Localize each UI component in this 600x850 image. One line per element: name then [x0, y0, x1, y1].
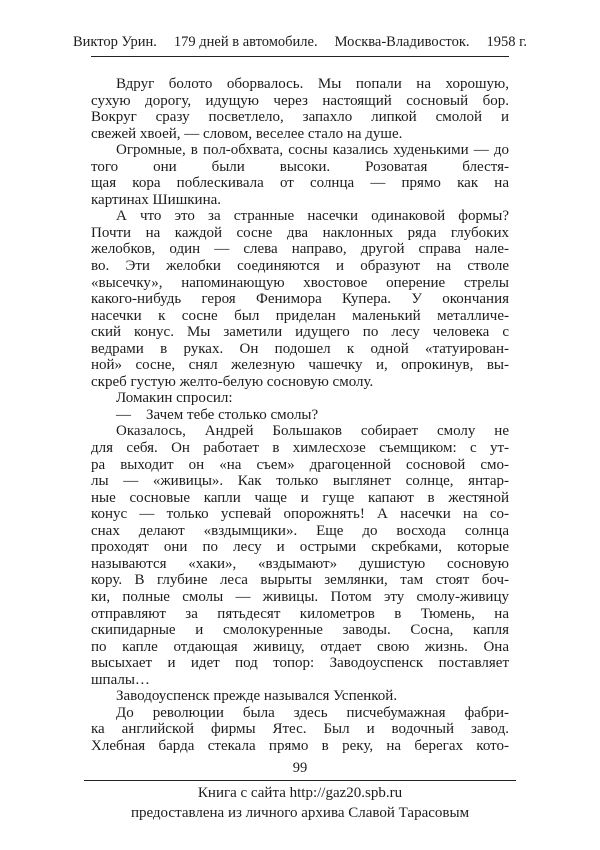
footer-credit-line2: предоставлена из личного архива Славой Тарасовым — [130, 805, 470, 822]
text-line: во. Эти желобки соединяются и образуют на стволе — [91, 258, 509, 275]
text-line: снах делают «вздымщики». Еще до восхода солнца — [91, 522, 509, 539]
text-line: Вдруг болото оборвалось. Мы попали на хорошую, — [116, 76, 509, 92]
text-line: конус — только успевай опорожнять! А насечки на со- — [91, 506, 509, 523]
text-line: проходят они по лесу и острыми скребками, которые — [91, 539, 509, 556]
header-year: 1958 г. — [486, 34, 528, 50]
text-line: ра выходит он «на съем» драгоценной сосновой смо- — [91, 456, 509, 473]
text-line: насечки к сосне был приделан маленький металличе- — [91, 307, 509, 324]
body-text — [91, 76, 509, 754]
text-line: Оказалось, Андрей Большаков собирает смолу не — [116, 423, 509, 440]
text-line: отправляют за пятьдесят километров в Тюмень, на — [91, 605, 509, 622]
text-line: щая кора поблескивала от солнца — прямо как на — [91, 175, 509, 192]
text-line: Заводоуспенск прежде назывался Успенкой. — [116, 688, 398, 705]
header-route: Москва-Владивосток. — [334, 34, 470, 50]
dialogue-line: — Зачем тебе столько смолы? — [116, 406, 319, 423]
page-number: 99 — [292, 760, 308, 777]
text-line: сухую дорогу, идущую через настоящий сосновый бор. — [91, 92, 509, 109]
text-line: лы — «живицы». Как только выглянет солнце, янтар- — [91, 473, 509, 490]
text-line: ной» сосне, снял железную чашечку и, опрокинув, вы- — [91, 357, 509, 374]
text-line: ки, полные смолы — живицы. Потом эту смолу-живицу — [91, 588, 509, 605]
text-line: по капле отдающая живицу, отдает свою жизнь. Она — [91, 638, 509, 655]
text-line: Хлебная барда стекала прямо в реку, на берегах кото- — [91, 737, 509, 754]
text-line: «высечку», напоминающую хвостовое оперение стрелы — [91, 274, 509, 291]
text-line: какого-нибудь героя Фенимора Купера. У окончания — [91, 291, 509, 308]
footer-credit — [0, 783, 600, 823]
header-rule — [91, 56, 509, 57]
text-block — [72, 34, 528, 777]
footer-rule — [84, 780, 516, 781]
text-line: ка английской фирмы Ятес. Был и водочный завод. — [91, 721, 509, 738]
text-line: Почти на каждой сосне два наклонных ряда глубоких — [91, 224, 509, 241]
text-line: скреб густую желто-белую сосновую смолу. — [91, 373, 374, 390]
text-line: ский конус. Мы заметили идущего по лесу человека с — [91, 324, 509, 341]
text-line: картинах Шишкина. — [91, 191, 221, 208]
text-line: кору. В глубине леса вырыты землянки, там стоят боч- — [91, 572, 509, 589]
text-line: скипидарные и смолокуренные заводы. Сосна, капля — [91, 622, 509, 639]
header-author: Виктор Урин. — [72, 34, 157, 50]
text-line: шпалы… — [91, 671, 150, 688]
footer-credit-line1: Книга с сайта http://gaz20.spb.ru — [197, 785, 403, 802]
text-line: называются «хаки», «вздымают» душистую сосновую — [91, 555, 509, 572]
text-line: Вокруг сразу посветлело, запахло липкой смолой и — [91, 109, 509, 126]
text-line: А что это за странные насечки одинаковой формы? — [116, 208, 509, 225]
text-line: высыхает и идет под топор: Заводоуспенск поставляет — [91, 655, 509, 672]
text-line: свежей хвоей, — словом, веселее стало на душе. — [91, 125, 403, 142]
text-line: До революции была здесь писчебумажная фабри- — [116, 704, 509, 721]
text-line: ные сосновые капли чаще и гуще капают в жестяной — [91, 489, 509, 506]
text-line: ведрами в руках. Он подошел к одной «татуирован- — [91, 340, 509, 357]
header-title: 179 дней в автомобиле. — [173, 34, 318, 50]
text-line: Огромные, в пол-обхвата, сосны казались худенькими — до — [116, 142, 509, 159]
running-header — [72, 34, 528, 51]
text-line: того они были высоки. Розоватая блестя- — [91, 158, 509, 175]
text-line: Ломакин спросил: — [116, 390, 233, 407]
text-line: желобков, один — слева направо, другой справа нале- — [91, 241, 509, 258]
text-line: для себя. Он работает в химлесхозе съемщиком: с ут- — [91, 440, 509, 457]
